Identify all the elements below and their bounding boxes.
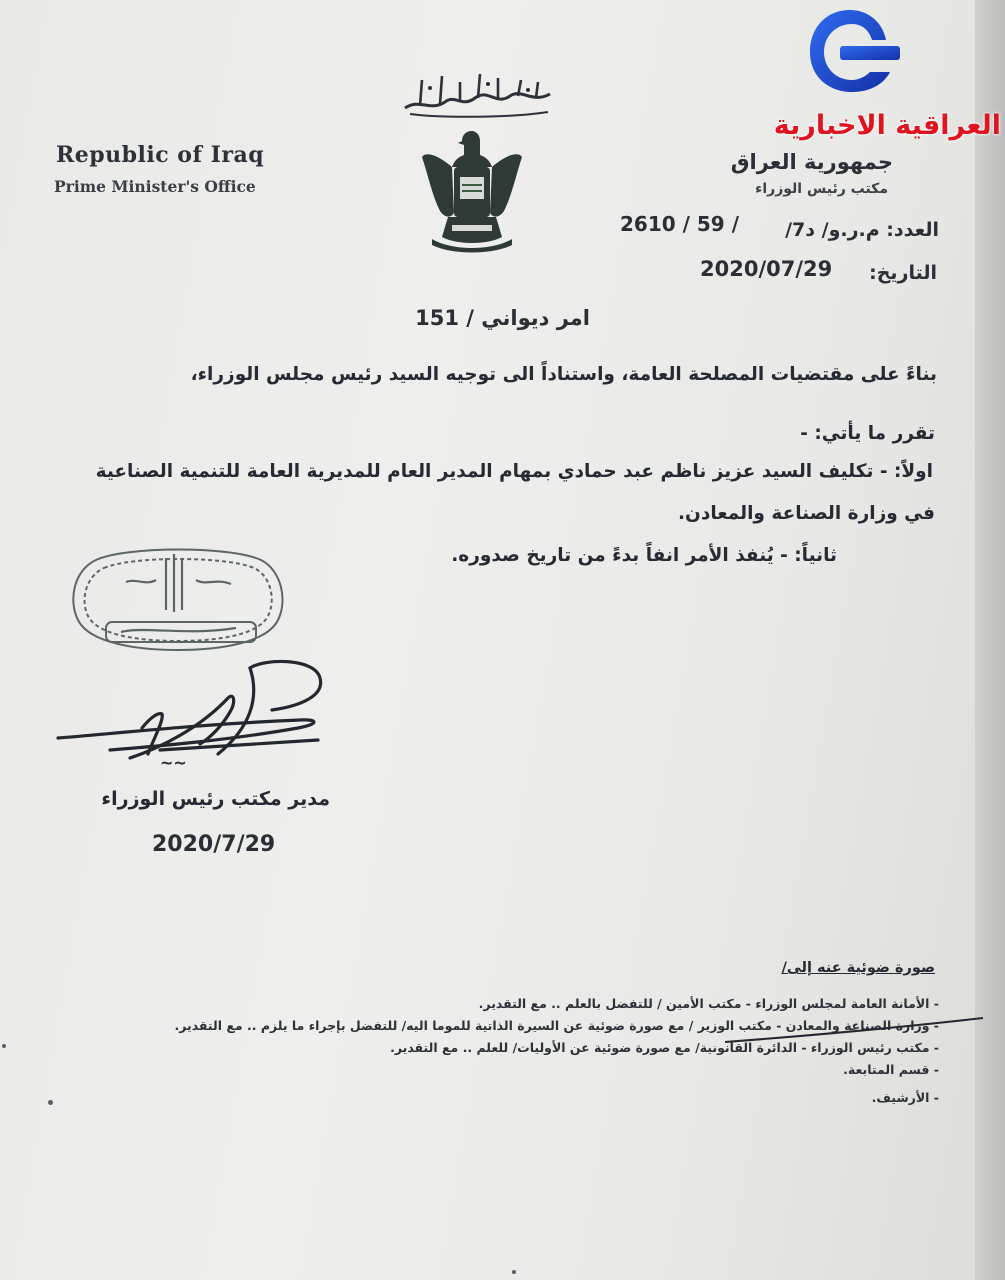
signatory-title: مدير مكتب رئيس الوزراء xyxy=(101,788,330,810)
body-line: في وزارة الصناعة والمعادن. xyxy=(678,503,935,524)
official-stamp xyxy=(66,540,291,655)
cc-list-item: - وزارة الصناعة والمعادن - مكتب الوزير / مع صورة ضوئية عن السيرة الذاتية للموما اليه/ للتفضل بإجراء ما يلزم .. مع التقدير. xyxy=(174,1018,939,1033)
cc-list-item: - الأمانة العامة لمجلس الوزراء - مكتب الأمين / للتفضل بالعلم .. مع التقدير. xyxy=(478,996,939,1011)
cc-title: صورة ضوئية عنه إلى/ xyxy=(781,960,935,976)
body-line: اولاً: - تكليف السيد عزيز ناظم عبد حمادي بمهام المدير العام للمديرية العامة للتنمية الصناعية xyxy=(95,461,933,482)
order-title: امر ديواني / 151 xyxy=(415,306,590,330)
reference-number-value: 2610 / 59 / xyxy=(620,212,739,236)
cc-list-item: - مكتب رئيس الوزراء - الدائرة القانونية/ مع صورة ضوئية عن الأوليات/ للعلم .. مع التقدير. xyxy=(390,1040,939,1055)
signature-name-scribble: ~~ xyxy=(160,753,187,772)
paper-speck xyxy=(512,1270,516,1274)
news-logo-text: العراقية الاخبارية xyxy=(773,110,1001,141)
body-line: ثانياً: - يُنفذ الأمر انفاً بدءً من تاريخ صدوره. xyxy=(451,545,837,566)
cc-list-item: - الأرشيف. xyxy=(871,1090,939,1105)
basmala-calligraphy xyxy=(400,68,555,120)
date-label: التاريخ: xyxy=(869,262,937,284)
signature-date: 2020/7/29 xyxy=(152,832,276,857)
coat-of-arms-icon xyxy=(418,125,526,255)
letterhead-office-ar: مكتب رئيس الوزراء xyxy=(755,181,888,197)
paper-speck xyxy=(48,1100,53,1105)
letterhead-office-en: Prime Minister's Office xyxy=(54,177,256,196)
body-line: بناءً على مقتضيات المصلحة العامة، واستناداً الى توجيه السيد رئيس مجلس الوزراء، xyxy=(190,364,937,385)
letterhead-country-en: Republic of Iraq xyxy=(56,142,265,168)
reference-number-label: العدد: م.ر.و/ د7/ xyxy=(785,219,939,241)
body-line: تقرر ما يأتي: - xyxy=(800,423,935,444)
signature-drawing xyxy=(50,658,350,778)
letterhead-country-ar: جمهورية العراق xyxy=(730,150,893,174)
pen-strike-mark xyxy=(725,1012,985,1052)
page-edge xyxy=(975,0,1005,1280)
date-value: 2020/07/29 xyxy=(700,257,833,281)
news-logo-icon xyxy=(800,2,912,100)
paper-speck xyxy=(2,1044,6,1048)
cc-list-item: - قسم المتابعة. xyxy=(843,1062,939,1077)
